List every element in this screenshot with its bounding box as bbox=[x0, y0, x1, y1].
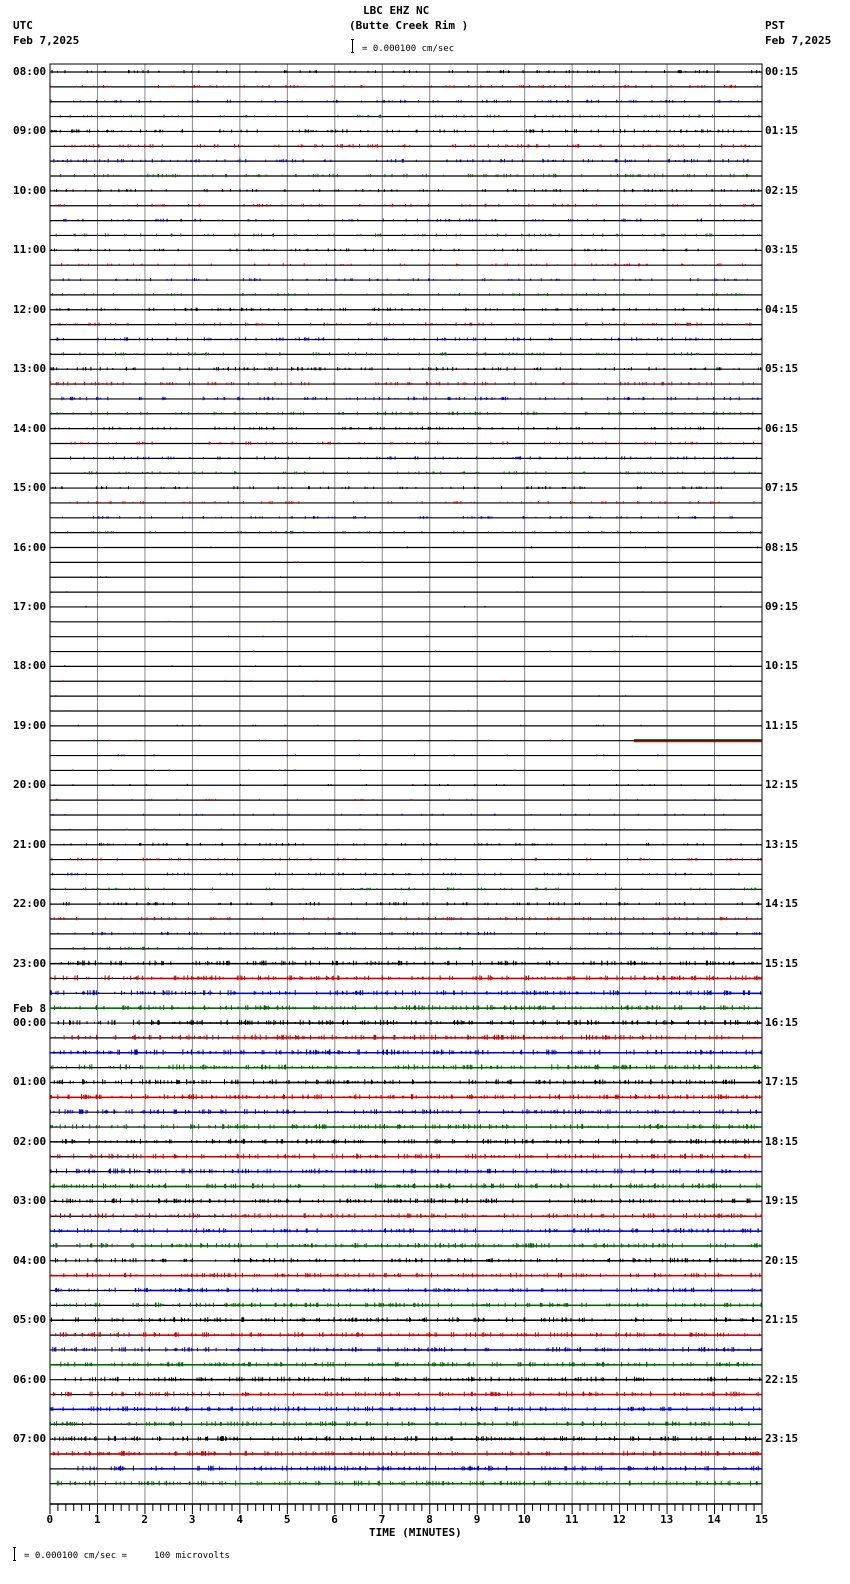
x-tick-label: 6 bbox=[331, 1513, 338, 1526]
x-tick-label: 12 bbox=[612, 1513, 626, 1526]
scale-text: = 0.000100 cm/sec bbox=[362, 44, 455, 54]
x-tick-label: 10 bbox=[517, 1513, 531, 1526]
pst-date: Feb 7,2025 bbox=[765, 34, 832, 47]
utc-hour-label: 13:00 bbox=[13, 362, 47, 376]
pst-hour-label: 06:15 bbox=[765, 421, 799, 435]
pst-hour-label: 10:15 bbox=[765, 659, 799, 673]
date-change-label: Feb 8 bbox=[13, 1002, 47, 1016]
utc-hour-label: 23:00 bbox=[13, 956, 47, 970]
utc-hour-label: 21:00 bbox=[13, 837, 47, 851]
x-tick-label: 13 bbox=[660, 1513, 674, 1526]
pst-hour-label: 08:15 bbox=[765, 540, 799, 554]
utc-hour-label: 00:00 bbox=[13, 1016, 47, 1030]
utc-hour-label: 19:00 bbox=[13, 718, 47, 732]
x-tick-label: 14 bbox=[707, 1513, 721, 1526]
utc-hour-label: 18:00 bbox=[13, 659, 47, 673]
utc-hour-label: 07:00 bbox=[13, 1432, 47, 1446]
pst-hour-label: 00:15 bbox=[765, 65, 799, 78]
utc-hour-label: 12:00 bbox=[13, 302, 47, 316]
utc-hour-label: 01:00 bbox=[13, 1075, 47, 1089]
utc-hour-label: 11:00 bbox=[13, 243, 47, 257]
x-tick-label: 7 bbox=[378, 1513, 386, 1526]
pst-hour-label: 03:15 bbox=[765, 243, 799, 257]
utc-hour-label: 09:00 bbox=[13, 124, 47, 138]
utc-hour-label: 04:00 bbox=[13, 1253, 47, 1267]
pst-hour-label: 09:15 bbox=[765, 599, 799, 613]
x-tick-label: 4 bbox=[236, 1513, 243, 1526]
pst-hour-label: 13:15 bbox=[765, 837, 799, 851]
pst-hour-label: 23:15 bbox=[765, 1432, 799, 1446]
footer-scale-bar-icon bbox=[13, 1547, 16, 1561]
x-tick-label: 15 bbox=[755, 1513, 769, 1526]
pst-hour-label: 17:15 bbox=[765, 1075, 799, 1089]
pst-hour-label: 20:15 bbox=[765, 1253, 799, 1267]
pst-hour-label: 12:15 bbox=[765, 778, 799, 792]
pst-hour-label: 16:15 bbox=[765, 1016, 799, 1030]
utc-hour-label: 10:00 bbox=[13, 183, 47, 197]
pst-hour-label: 19:15 bbox=[765, 1194, 799, 1208]
utc-hour-label: 17:00 bbox=[13, 599, 47, 613]
utc-hour-label: 14:00 bbox=[13, 421, 47, 435]
pst-hour-label: 21:15 bbox=[765, 1313, 799, 1327]
x-tick-label: 3 bbox=[188, 1513, 196, 1526]
utc-hour-label: 20:00 bbox=[13, 778, 47, 792]
pst-hour-label: 11:15 bbox=[765, 718, 799, 732]
x-tick-label: 2 bbox=[141, 1513, 149, 1526]
pst-hour-label: 05:15 bbox=[765, 362, 799, 376]
footer-scale-note: = 0.000100 cm/sec = 100 microvolts bbox=[24, 1551, 230, 1561]
pst-hour-label: 14:15 bbox=[765, 897, 799, 911]
pst-hour-label: 02:15 bbox=[765, 183, 799, 197]
pst-hour-label: 15:15 bbox=[765, 956, 799, 970]
pst-hour-label: 07:15 bbox=[765, 481, 799, 495]
utc-hour-label: 06:00 bbox=[13, 1372, 47, 1386]
pst-hour-label: 18:15 bbox=[765, 1134, 799, 1148]
x-tick-label: 11 bbox=[565, 1513, 579, 1526]
x-tick-label: 9 bbox=[473, 1513, 481, 1526]
utc-hour-label: 22:00 bbox=[13, 897, 47, 911]
station-title: LBC EHZ NC bbox=[363, 4, 430, 17]
pst-hour-label: 04:15 bbox=[765, 302, 799, 316]
pst-label: PST bbox=[765, 19, 785, 32]
x-axis-label: TIME (MINUTES) bbox=[369, 1526, 462, 1539]
utc-hour-label: 03:00 bbox=[13, 1194, 47, 1208]
utc-hour-label: 05:00 bbox=[13, 1313, 47, 1327]
utc-label: UTC bbox=[13, 19, 33, 32]
utc-hour-label: 16:00 bbox=[13, 540, 47, 554]
x-tick-label: 1 bbox=[93, 1513, 101, 1526]
utc-hour-label: 15:00 bbox=[13, 481, 47, 495]
x-tick-label: 5 bbox=[283, 1513, 291, 1526]
site-name: (Butte Creek Rim ) bbox=[349, 19, 469, 32]
utc-hour-label: 08:00 bbox=[13, 65, 47, 78]
x-tick-label: 8 bbox=[426, 1513, 433, 1526]
utc-date: Feb 7,2025 bbox=[13, 34, 80, 47]
x-tick-label: 0 bbox=[46, 1513, 54, 1526]
utc-hour-label: 02:00 bbox=[13, 1134, 47, 1148]
pst-hour-label: 22:15 bbox=[765, 1372, 799, 1386]
pst-hour-label: 01:15 bbox=[765, 124, 799, 138]
